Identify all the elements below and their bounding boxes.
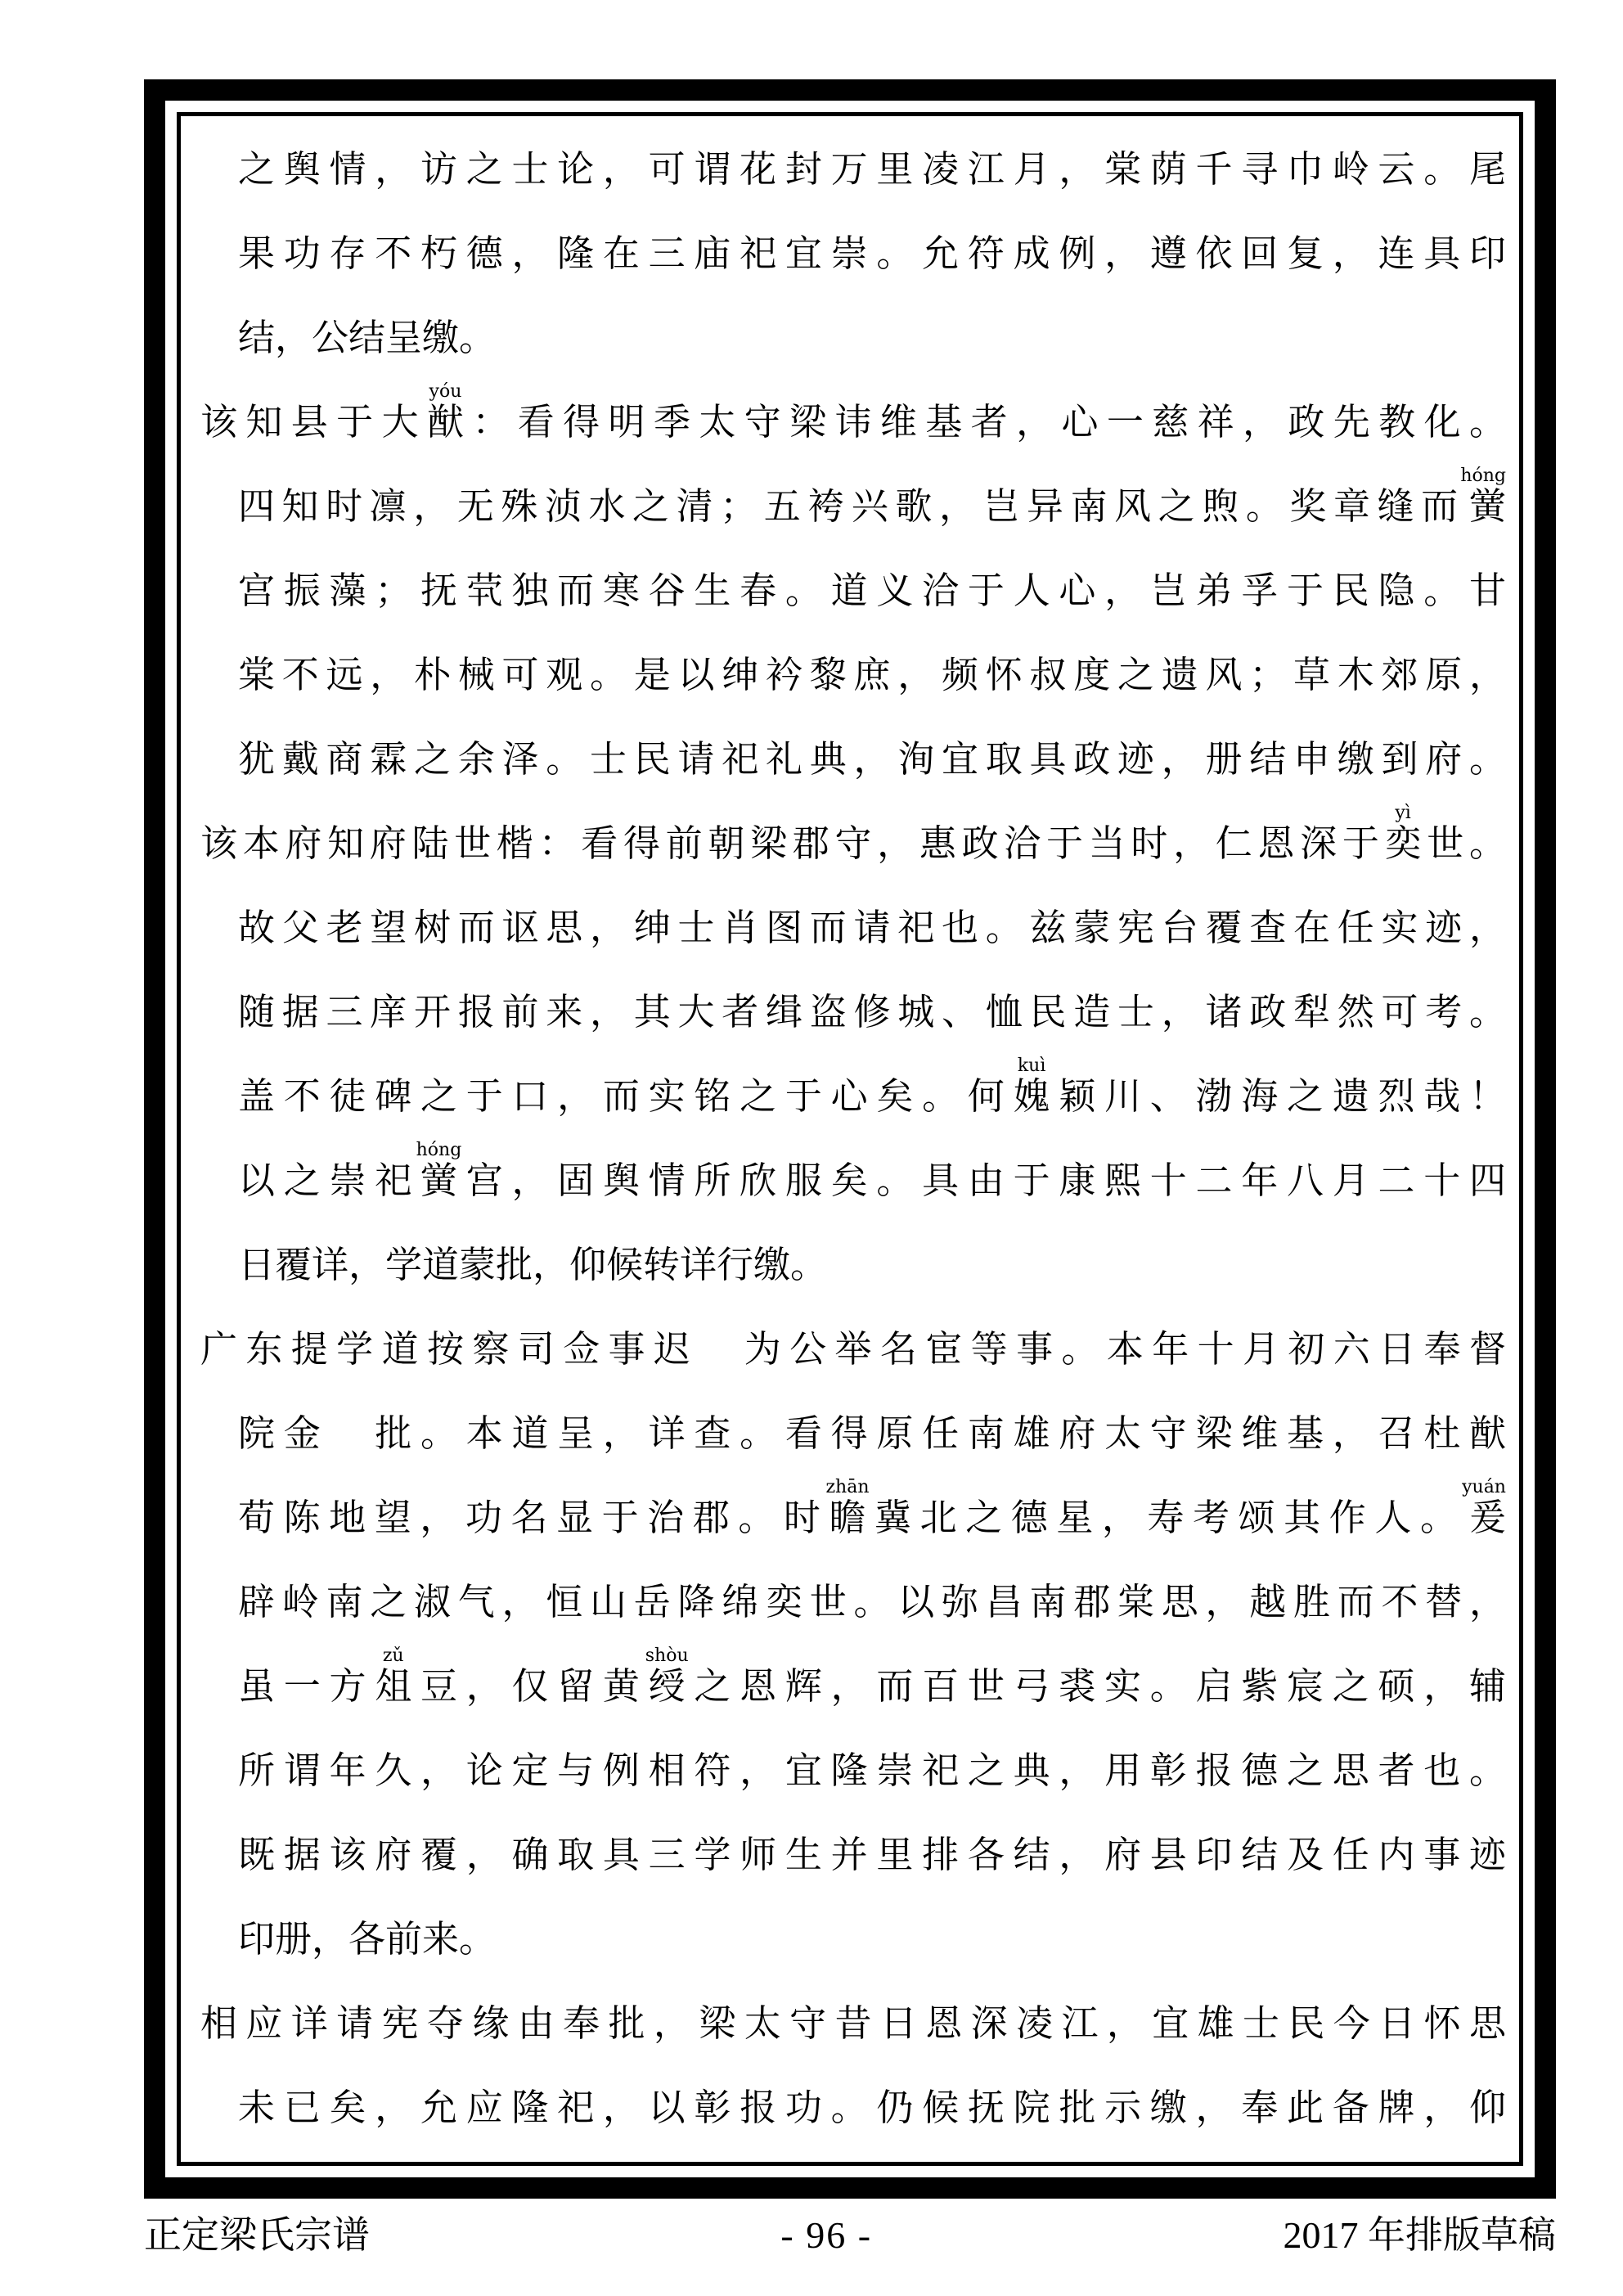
text-line: 之舆情，访之士论，可谓花封万里凌江月，棠荫千寻巾岭云。尾: [238, 149, 1506, 190]
text-line: 院金 批。本道呈，详查。看得原任南雄府太守梁维基，召杜猷: [238, 1413, 1506, 1454]
page-border-frame: [144, 79, 1556, 2199]
text-line: 故父老望树而讴思，绅士肖图而请祀也。兹蒙宪台覆查在任实迹，: [238, 907, 1506, 948]
ruby-annotated-char: 绶shòu: [645, 1645, 689, 1707]
footer-draft-note: 2017 年排版草稿: [1283, 2214, 1556, 2256]
text-line: 盖不徒碑之于口，而实铭之于心矣。何媿kuì颖川、渤海之遗烈哉！: [238, 1056, 1506, 1117]
text-line: 犹戴商霖之余泽。士民请祀礼典，洵宜取具政迹，册结申缴到府。: [238, 739, 1506, 780]
ruby-annotated-char: 俎zǔ: [375, 1645, 420, 1707]
ruby-annotated-char: 黉hóng: [416, 1140, 462, 1201]
ruby-annotated-char: 媿kuì: [1013, 1056, 1059, 1117]
text-line: 该知县于大猷yóu：看得明季太守梁讳维基者，心一慈祥，政先教化。: [200, 381, 1506, 443]
text-line: 既据该府覆，确取具三学师生并里排各结，府县印结及任内事迹: [238, 1835, 1506, 1875]
text-line: 辟岭南之淑气，恒山岳降绵奕世。以弥昌南郡棠思，越胜而不替，: [238, 1582, 1506, 1623]
text-line: 随据三庠开报前来，其大者缉盗修城、恤民造士，诸政犁然可考。: [238, 992, 1506, 1033]
text-line: 未已矣，允应隆祀，以彰报功。仍候抚院批示缴，奉此备牌，仰: [238, 2087, 1506, 2128]
text-line: 果功存不朽德，隆在三庙祀宜崇。允符成例，遵依回复，连具印: [238, 233, 1506, 274]
ruby-annotated-char: 奕yì: [1384, 803, 1427, 864]
ruby-annotated-char: 爰yuán: [1462, 1477, 1506, 1538]
text-line: 棠不远，朴械可观。是以绅衿黎庶，频怀叔度之遗风；草木郊原，: [238, 655, 1506, 696]
text-line: 宫振藻；抚茕独而寒谷生春。道义洽于人心，岂弟孚于民隐。甘: [238, 570, 1506, 611]
text-line: 印册，各前来。: [238, 1919, 497, 1960]
ruby-annotated-char: 猷yóu: [426, 381, 473, 443]
text-area: [177, 112, 1523, 2166]
text-line: 所谓年久，论定与例相符，宜隆崇祀之典，用彰报德之思者也。: [238, 1750, 1506, 1791]
ruby-annotated-char: 瞻zhān: [825, 1477, 870, 1538]
text-line: 相应详请宪夺缘由奉批，梁太守昔日恩深凌江，宜雄士民今日怀思: [200, 2003, 1506, 2044]
footer-book-title: 正定梁氏宗谱: [144, 2214, 370, 2256]
footer-page-number: - 96 -: [780, 2214, 873, 2256]
text-line: 荀陈地望，功名显于治郡。时瞻zhān冀北之德星，寿考颂其作人。爰yuán: [238, 1477, 1506, 1538]
ruby-annotated-char: 黉hóng: [1460, 466, 1506, 527]
text-line: 日覆详，学道蒙批，仰候转详行缴。: [238, 1245, 828, 1285]
page-footer: [144, 2206, 1556, 2265]
text-line: 广东提学道按察司佥事迟 为公举名宦等事。本年十月初六日奉督: [200, 1329, 1506, 1370]
text-line: 四知时凛，无殊浈水之清；五袴兴歌，岂异南风之煦。奖章缝而黉hóng: [238, 466, 1506, 527]
text-line: 结，公结呈缴。: [238, 317, 497, 358]
text-line: 该本府知府陆世楷：看得前朝梁郡守，惠政洽于当时，仁恩深于奕yì世。: [200, 803, 1506, 864]
text-line: 以之崇祀黉hóng宫，固舆情所欣服矣。具由于康熙十二年八月二十四: [238, 1140, 1506, 1201]
text-line: 虽一方俎zǔ豆，仅留黄绶shòu之恩辉，而百世弓裘实。启紫宸之硕，辅: [238, 1645, 1506, 1707]
